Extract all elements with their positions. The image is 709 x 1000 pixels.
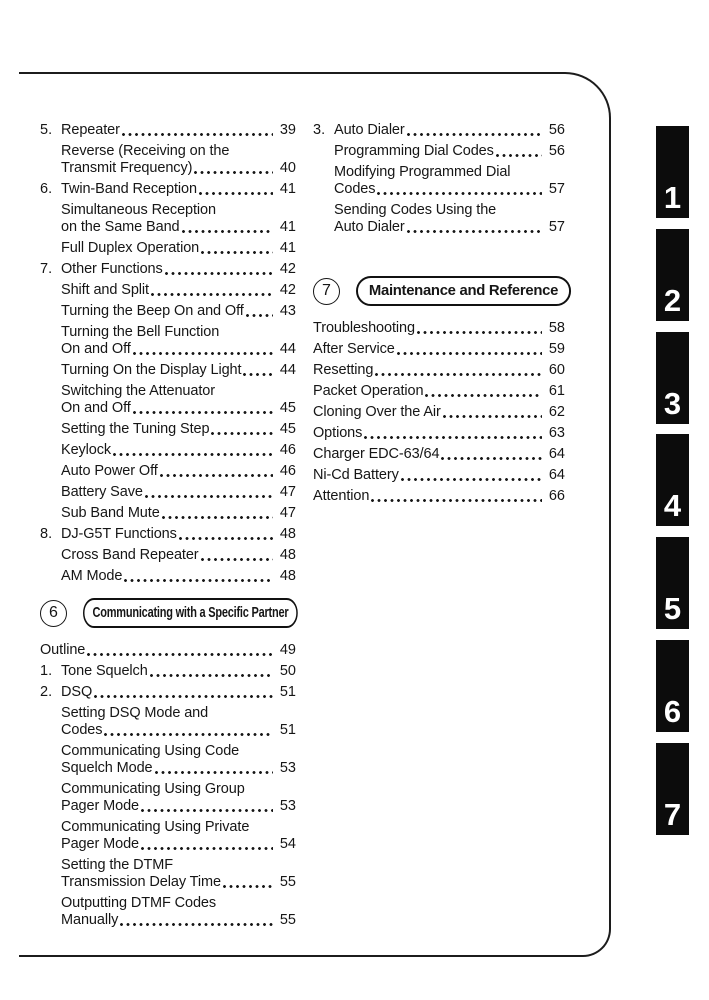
page-number: 60 <box>548 362 565 378</box>
chapter-tab-3 <box>656 332 689 424</box>
page-number: 39 <box>279 122 296 138</box>
toc-entry <box>313 467 565 484</box>
dot-leader <box>124 579 273 582</box>
page-number: 55 <box>279 874 296 890</box>
dot-leader <box>246 314 273 317</box>
entry-label: Other Functions <box>61 261 163 277</box>
toc-entry <box>313 143 565 160</box>
toc-entry-line <box>313 219 565 236</box>
entry-number: 8. <box>40 526 53 542</box>
entry-label: Reverse (Receiving on the <box>61 143 230 159</box>
page-number: 58 <box>548 320 565 336</box>
toc-entry-line <box>40 743 296 760</box>
toc-entry-line <box>40 684 296 701</box>
entry-label: Repeater <box>61 122 120 138</box>
dot-leader <box>141 809 273 812</box>
entry-label: Codes <box>334 181 376 197</box>
dot-leader <box>104 733 273 736</box>
entry-label: Turning the Bell Function <box>61 324 220 340</box>
entry-label: on the Same Band <box>61 219 180 235</box>
entry-label: Squelch Mode <box>61 760 153 776</box>
toc-entry-line <box>313 320 565 337</box>
toc-entry <box>40 568 296 585</box>
toc-entry <box>40 743 296 777</box>
toc-entry <box>40 261 296 278</box>
entry-label: Switching the Attenuator <box>61 383 215 399</box>
toc-entry <box>313 446 565 463</box>
page-number: 53 <box>279 798 296 814</box>
page-number: 42 <box>279 282 296 298</box>
chapter-tab-2 <box>656 229 689 321</box>
entry-number: 2. <box>40 684 53 700</box>
toc-entry-line <box>40 362 296 379</box>
toc-entry-line <box>40 836 296 853</box>
page-number: 56 <box>548 122 565 138</box>
entry-label: Setting the DTMF <box>61 857 174 873</box>
dot-leader <box>182 230 273 233</box>
toc-entry <box>40 383 296 417</box>
toc-entry-line <box>40 547 296 564</box>
toc-entry-line <box>313 164 565 181</box>
entry-label: Auto Dialer <box>334 122 405 138</box>
dot-leader <box>364 436 542 439</box>
toc-entry-line <box>40 240 296 257</box>
entry-label: After Service <box>313 341 395 357</box>
toc-entry <box>40 781 296 815</box>
entry-label: DSQ <box>61 684 93 700</box>
toc-entry-line <box>40 202 296 219</box>
page-number: 43 <box>279 303 296 319</box>
toc-entry <box>40 181 296 198</box>
entry-label: Manually <box>61 912 119 928</box>
entry-label: Setting the Tuning Step <box>61 421 210 437</box>
entry-number: 5. <box>40 122 53 138</box>
toc-entry-line <box>313 181 565 198</box>
toc-entry <box>40 663 296 680</box>
entry-label: Ni-Cd Battery <box>313 467 399 483</box>
toc-entry <box>40 143 296 177</box>
toc-entry <box>40 526 296 543</box>
tab-number: 7 <box>663 797 682 832</box>
toc-entry-line <box>40 383 296 400</box>
toc-entry-line <box>40 421 296 438</box>
dot-leader <box>179 537 273 540</box>
entry-label: On and Off <box>61 341 131 357</box>
page-number: 48 <box>279 568 296 584</box>
toc-entry-line <box>40 895 296 912</box>
section-title-pill <box>356 276 571 306</box>
toc-entry <box>313 320 565 337</box>
page-number: 45 <box>279 421 296 437</box>
dot-leader <box>113 453 273 456</box>
dot-leader <box>377 192 542 195</box>
entry-label: Modifying Programmed Dial <box>334 164 511 180</box>
page-number: 51 <box>279 684 296 700</box>
toc-entry-line <box>40 181 296 198</box>
toc-entry-line <box>40 484 296 501</box>
entry-number: 7. <box>40 261 53 277</box>
dot-leader <box>133 352 273 355</box>
dot-leader <box>211 432 273 435</box>
entry-label: Shift and Split <box>61 282 149 298</box>
toc-entry-line <box>40 912 296 929</box>
entry-label: Auto Dialer <box>334 219 405 235</box>
toc-entry-line <box>40 143 296 160</box>
dot-leader <box>165 272 273 275</box>
toc-entry-line <box>40 705 296 722</box>
dot-leader <box>94 695 273 698</box>
tab-number: 3 <box>663 386 682 421</box>
toc-entry-line <box>313 446 565 463</box>
toc-entry-line <box>40 642 296 659</box>
tab-number: 1 <box>663 180 682 215</box>
dot-leader <box>194 171 273 174</box>
toc-entry <box>40 484 296 501</box>
entry-label: DJ-G5T Functions <box>61 526 177 542</box>
dot-leader <box>133 411 273 414</box>
toc-entry-line <box>40 400 296 417</box>
toc-entry-line <box>40 857 296 874</box>
page-number: 48 <box>279 526 296 542</box>
toc-entry-line <box>40 568 296 585</box>
entry-label: Setting DSQ Mode and <box>61 705 209 721</box>
page-number: 44 <box>279 362 296 378</box>
page-number: 42 <box>279 261 296 277</box>
dot-leader <box>122 133 273 136</box>
dot-leader <box>397 352 542 355</box>
dot-leader <box>199 192 273 195</box>
section-header <box>313 276 565 306</box>
toc-entry <box>313 362 565 379</box>
page-number: 56 <box>548 143 565 159</box>
toc-entry-line <box>40 760 296 777</box>
page-number: 63 <box>548 425 565 441</box>
toc-entry <box>40 895 296 929</box>
toc-entry-line <box>40 324 296 341</box>
tab-number: 6 <box>663 694 682 729</box>
entry-label: Simultaneous Reception <box>61 202 216 218</box>
dot-leader <box>407 133 542 136</box>
chapter-tab-5 <box>656 537 689 629</box>
entry-label: Transmit Frequency) <box>61 160 193 176</box>
toc-entry <box>40 705 296 739</box>
entry-label: Outline <box>40 642 86 658</box>
toc-entry-line <box>40 219 296 236</box>
dot-leader <box>160 474 273 477</box>
dot-leader <box>223 885 273 888</box>
page-number: 62 <box>548 404 565 420</box>
dot-leader <box>441 457 542 460</box>
toc-entry-line <box>40 722 296 739</box>
chapter-tabs <box>656 0 689 1000</box>
chapter-tab-6 <box>656 640 689 732</box>
toc-entry-line <box>40 282 296 299</box>
page-number: 47 <box>279 505 296 521</box>
entry-label: Tone Squelch <box>61 663 148 679</box>
toc-left-column <box>40 122 296 933</box>
toc-entry-line <box>313 122 565 139</box>
toc-entry-line <box>40 819 296 836</box>
toc-entry <box>40 463 296 480</box>
entry-label: Outputting DTMF Codes <box>61 895 217 911</box>
section-title: Maintenance and Reference <box>368 282 559 299</box>
entry-label: Pager Mode <box>61 798 139 814</box>
section-title: Communicating with a Specific Partner <box>92 604 289 621</box>
entry-label: On and Off <box>61 400 131 416</box>
entry-label: Transmission Delay Time <box>61 874 221 890</box>
toc-entry <box>40 362 296 379</box>
page-number: 64 <box>548 446 565 462</box>
dot-leader <box>87 653 273 656</box>
toc-entry <box>313 341 565 358</box>
entry-label: Communicating Using Group <box>61 781 245 797</box>
toc-entry-line <box>313 341 565 358</box>
toc-entry-line <box>313 467 565 484</box>
dot-leader <box>141 847 273 850</box>
page-number: 51 <box>279 722 296 738</box>
entry-label: Attention <box>313 488 370 504</box>
toc-entry <box>313 383 565 400</box>
page-number: 47 <box>279 484 296 500</box>
dot-leader <box>371 499 542 502</box>
dot-leader <box>425 394 542 397</box>
toc-entry <box>313 488 565 505</box>
page-number: 45 <box>279 400 296 416</box>
entry-number: 1. <box>40 663 53 679</box>
toc-entry-line <box>313 404 565 421</box>
page-number: 50 <box>279 663 296 679</box>
entry-label: Pager Mode <box>61 836 139 852</box>
entry-label: Packet Operation <box>313 383 424 399</box>
page-number: 64 <box>548 467 565 483</box>
toc-entry <box>40 642 296 659</box>
section-number-badge: 7 <box>313 278 340 305</box>
dot-leader <box>150 674 273 677</box>
toc-entry-line <box>313 202 565 219</box>
page-number: 46 <box>279 463 296 479</box>
toc-entry <box>40 303 296 320</box>
entry-label: Troubleshooting <box>313 320 415 336</box>
dot-leader <box>155 771 274 774</box>
toc-entry <box>40 442 296 459</box>
dot-leader <box>151 293 273 296</box>
toc-entry <box>40 202 296 236</box>
entry-label: Charger EDC-63/64 <box>313 446 440 462</box>
entry-label: Battery Save <box>61 484 143 500</box>
dot-leader <box>201 251 273 254</box>
page-number: 53 <box>279 760 296 776</box>
toc-entry-line <box>40 526 296 543</box>
entry-number: 3. <box>313 122 326 138</box>
page-number: 61 <box>548 383 565 399</box>
entry-label: Communicating Using Code <box>61 743 240 759</box>
toc-entry <box>40 505 296 522</box>
entry-label: Sending Codes Using the <box>334 202 497 218</box>
toc-entry-line <box>40 663 296 680</box>
toc-entry-line <box>40 341 296 358</box>
dot-leader <box>120 923 273 926</box>
section-header <box>40 598 296 628</box>
dot-leader <box>243 373 273 376</box>
entry-label: Turning the Beep On and Off <box>61 303 244 319</box>
toc-entry-line <box>40 781 296 798</box>
entry-label: Cloning Over the Air <box>313 404 441 420</box>
toc-entry <box>40 240 296 257</box>
page-number: 40 <box>279 160 296 176</box>
tab-number: 2 <box>663 283 682 318</box>
page-number: 57 <box>548 181 565 197</box>
toc-entry <box>40 282 296 299</box>
dot-leader <box>443 415 542 418</box>
entry-label: Sub Band Mute <box>61 505 160 521</box>
dot-leader <box>417 331 542 334</box>
dot-leader <box>375 373 542 376</box>
entry-label: Communicating Using Private <box>61 819 250 835</box>
section-title-pill <box>83 598 298 628</box>
page-number: 44 <box>279 341 296 357</box>
chapter-tab-1 <box>656 126 689 218</box>
page-number: 41 <box>279 181 296 197</box>
entry-number: 6. <box>40 181 53 197</box>
toc-entry-line <box>40 303 296 320</box>
toc-entry-line <box>40 798 296 815</box>
entry-label: Codes <box>61 722 103 738</box>
page-number: 49 <box>279 642 296 658</box>
toc-entry <box>40 819 296 853</box>
page-number: 48 <box>279 547 296 563</box>
toc-entry <box>313 202 565 236</box>
toc-entry <box>40 324 296 358</box>
toc-entry <box>40 857 296 891</box>
entry-label: Programming Dial Codes <box>334 143 494 159</box>
toc-entry-line <box>40 874 296 891</box>
entry-label: Keylock <box>61 442 112 458</box>
dot-leader <box>407 230 542 233</box>
toc-entry-line <box>40 160 296 177</box>
toc-entry <box>40 421 296 438</box>
dot-leader <box>201 558 273 561</box>
toc-entry-line <box>40 261 296 278</box>
toc-entry-line <box>313 143 565 160</box>
toc-entry <box>313 164 565 198</box>
toc-entry-line <box>313 362 565 379</box>
toc-entry-line <box>313 383 565 400</box>
entry-label: AM Mode <box>61 568 123 584</box>
entry-label: Cross Band Repeater <box>61 547 199 563</box>
page-number: 41 <box>279 219 296 235</box>
entry-label: Auto Power Off <box>61 463 158 479</box>
page-number: 57 <box>548 219 565 235</box>
page-number: 46 <box>279 442 296 458</box>
entry-label: Turning On the Display Light <box>61 362 242 378</box>
toc-entry <box>313 404 565 421</box>
toc-entry-line <box>40 505 296 522</box>
entry-label: Full Duplex Operation <box>61 240 200 256</box>
chapter-tab-7 <box>656 743 689 835</box>
section-number-badge: 6 <box>40 600 67 627</box>
toc-entry-line <box>40 122 296 139</box>
toc-entry <box>313 425 565 442</box>
toc-entry-line <box>40 442 296 459</box>
page-number: 59 <box>548 341 565 357</box>
toc-entry-line <box>40 463 296 480</box>
entry-label: Options <box>313 425 363 441</box>
page-number: 41 <box>279 240 296 256</box>
page-number: 54 <box>279 836 296 852</box>
tab-number: 5 <box>663 591 682 626</box>
dot-leader <box>145 495 273 498</box>
dot-leader <box>162 516 273 519</box>
toc-entry <box>40 684 296 701</box>
entry-label: Resetting <box>313 362 374 378</box>
toc-entry <box>40 122 296 139</box>
toc-entry <box>313 122 565 139</box>
chapter-tab-4 <box>656 434 689 526</box>
toc-entry-line <box>313 488 565 505</box>
tab-number: 4 <box>663 488 682 523</box>
toc-right-column <box>313 122 565 509</box>
page-number: 66 <box>548 488 565 504</box>
entry-label: Twin-Band Reception <box>61 181 197 197</box>
page-number: 55 <box>279 912 296 928</box>
dot-leader <box>401 478 542 481</box>
dot-leader <box>496 154 542 157</box>
toc-entry-line <box>313 425 565 442</box>
toc-entry <box>40 547 296 564</box>
